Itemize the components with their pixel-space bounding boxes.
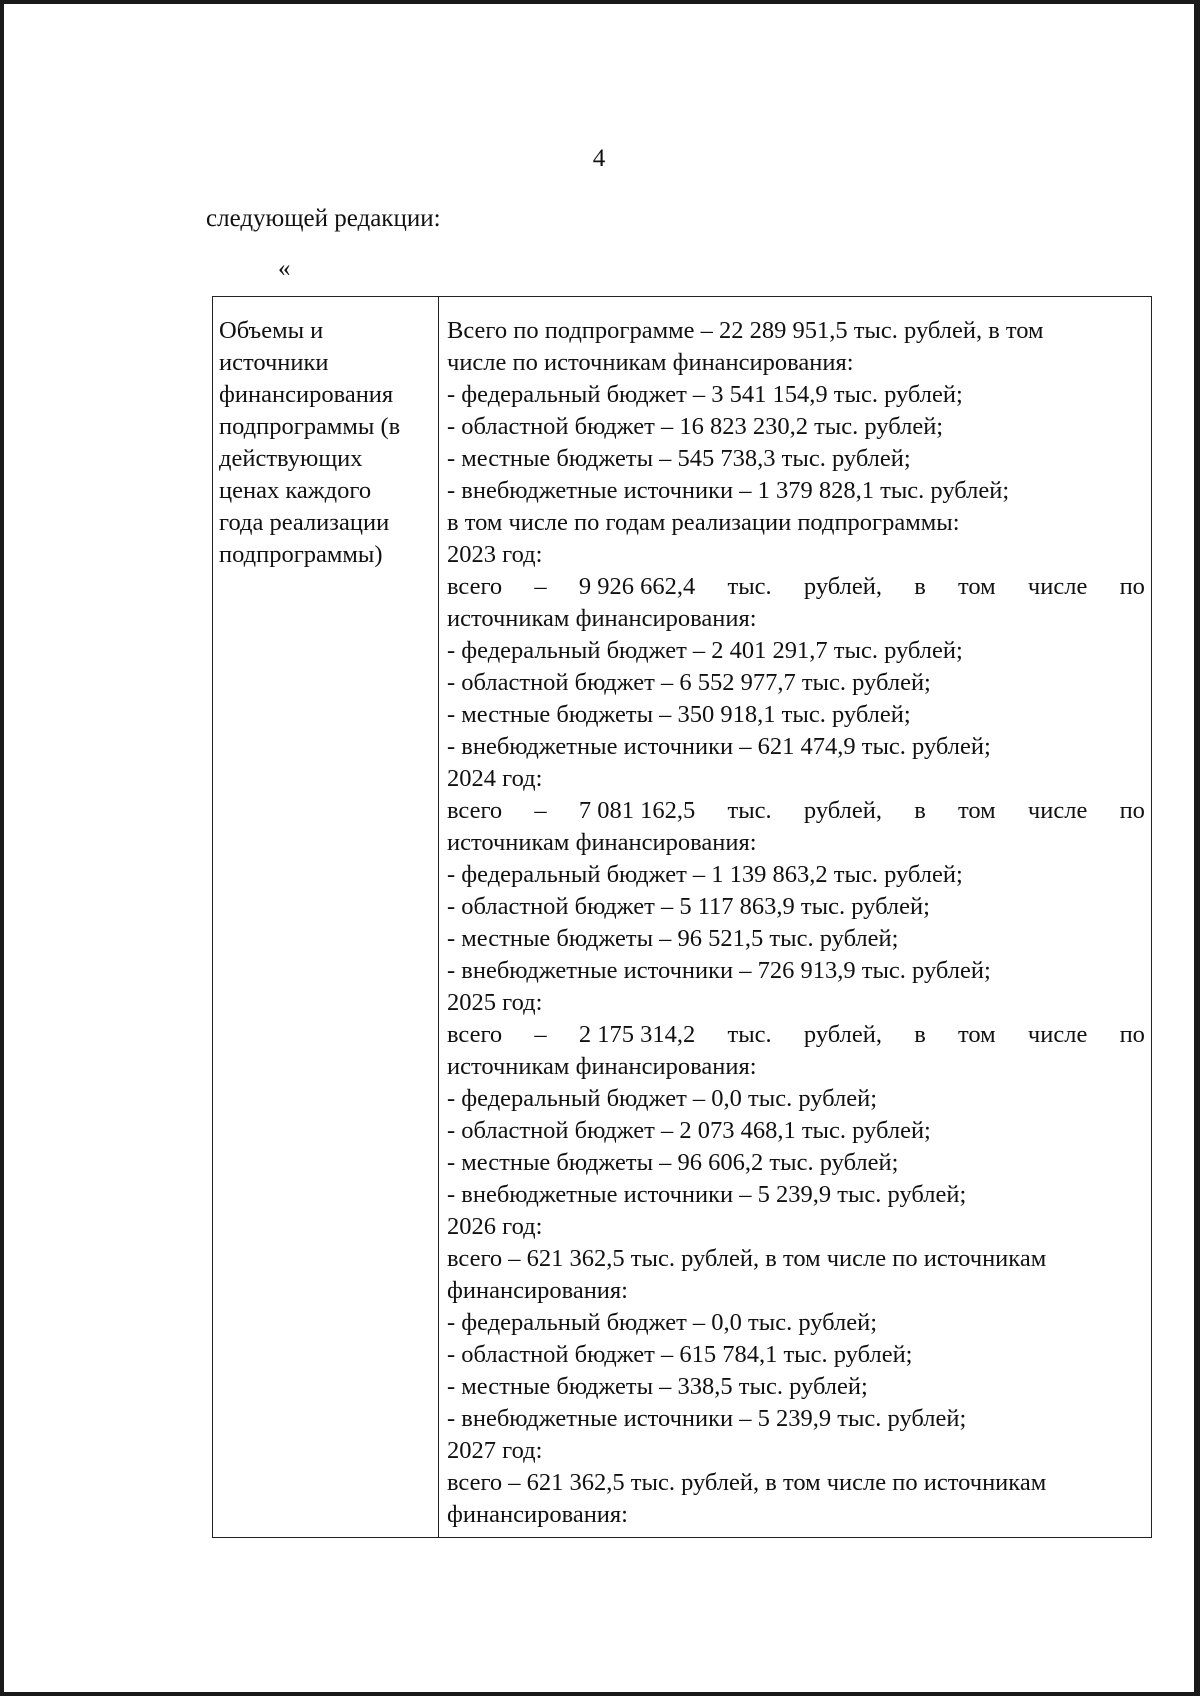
document-page [4, 4, 1194, 1692]
budget-line: - федеральный бюджет – 2 401 291,7 тыс. рублей; [447, 637, 963, 664]
total-word: – [534, 573, 547, 600]
total-word: в [914, 573, 926, 600]
year-heading: 2023 год: [447, 541, 543, 568]
total-word: 2 175 314,2 [578, 1021, 696, 1048]
total-word: числе [1027, 1021, 1088, 1048]
label-line: источники [219, 349, 329, 376]
total-word: в [914, 1021, 926, 1048]
total-word: – [534, 797, 547, 824]
budget-line: - внебюджетные источники – 5 239,9 тыс. рублей; [447, 1181, 967, 1208]
total-word: числе [1027, 573, 1088, 600]
budget-line: - внебюджетные источники – 726 913,9 тыс. рублей; [447, 957, 991, 984]
total-word: – [534, 1021, 547, 1048]
financing-table [212, 296, 1152, 1538]
budget-line: - внебюджетные источники – 621 474,9 тыс. рублей; [447, 733, 991, 760]
total-word: всего [447, 1021, 503, 1048]
total-word: тыс. [727, 573, 772, 600]
open-quote: « [278, 255, 291, 282]
budget-line: - федеральный бюджет – 0,0 тыс. рублей; [447, 1309, 878, 1336]
total-word: всего [447, 573, 503, 600]
label-line: Объемы и [219, 317, 324, 344]
total-word: рублей, [803, 573, 882, 600]
total-word: 9 926 662,4 [578, 573, 696, 600]
total-word: всего [447, 797, 503, 824]
summary-line: Всего по подпрограмме – 22 289 951,5 тыс. рублей, в том [447, 317, 1044, 344]
label-line: подпрограммы) [219, 541, 383, 568]
budget-line: - федеральный бюджет – 1 139 863,2 тыс. рублей; [447, 861, 963, 888]
year-total-line [447, 571, 1145, 603]
year-total-continuation: источникам финансирования: [447, 1053, 757, 1080]
intro-text: следующей редакции: [206, 205, 441, 232]
label-line: ценах каждого [219, 477, 372, 504]
label-line: года реализации [219, 509, 390, 536]
year-total-line: всего – 621 362,5 тыс. рублей, в том числе по источникам [447, 1469, 1047, 1496]
budget-line: - местные бюджеты – 338,5 тыс. рублей; [447, 1373, 868, 1400]
summary-line: - внебюджетные источники – 1 379 828,1 тыс. рублей; [447, 477, 1010, 504]
total-word: рублей, [803, 1021, 882, 1048]
total-word: в [914, 797, 926, 824]
summary-line: - областной бюджет – 16 823 230,2 тыс. рублей; [447, 413, 944, 440]
label-line: финансирования [219, 381, 394, 408]
budget-line: - местные бюджеты – 96 606,2 тыс. рублей; [447, 1149, 899, 1176]
total-word: том [958, 573, 996, 600]
label-line: подпрограммы (в [219, 413, 401, 440]
summary-line: - федеральный бюджет – 3 541 154,9 тыс. рублей; [447, 381, 963, 408]
budget-line: - областной бюджет – 5 117 863,9 тыс. рублей; [447, 893, 930, 920]
label-line: действующих [219, 445, 363, 472]
year-heading: 2025 год: [447, 989, 543, 1016]
year-total-continuation: источникам финансирования: [447, 605, 757, 632]
budget-line: - областной бюджет – 2 073 468,1 тыс. рублей; [447, 1117, 931, 1144]
total-word: рублей, [803, 797, 882, 824]
total-word: том [958, 797, 996, 824]
total-word: тыс. [727, 1021, 772, 1048]
table-label-cell [213, 297, 439, 1537]
year-total-line [447, 795, 1145, 827]
total-word: по [1119, 573, 1145, 600]
table-content-cell [439, 297, 1151, 1537]
year-total-continuation: финансирования: [447, 1277, 628, 1304]
budget-line: - местные бюджеты – 96 521,5 тыс. рублей; [447, 925, 899, 952]
year-total-line: всего – 621 362,5 тыс. рублей, в том числе по источникам [447, 1245, 1047, 1272]
summary-line: числе по источникам финансирования: [447, 349, 854, 376]
budget-line: - местные бюджеты – 350 918,1 тыс. рублей; [447, 701, 911, 728]
total-word: том [958, 1021, 996, 1048]
budget-line: - областной бюджет – 615 784,1 тыс. рублей; [447, 1341, 913, 1368]
year-total-line [447, 1019, 1145, 1051]
total-word: числе [1027, 797, 1088, 824]
budget-line: - областной бюджет – 6 552 977,7 тыс. рублей; [447, 669, 931, 696]
budget-line: - федеральный бюджет – 0,0 тыс. рублей; [447, 1085, 878, 1112]
total-word: 7 081 162,5 [578, 797, 696, 824]
budget-line: - внебюджетные источники – 5 239,9 тыс. рублей; [447, 1405, 967, 1432]
total-word: по [1119, 797, 1145, 824]
year-heading: 2024 год: [447, 765, 543, 792]
year-heading: 2026 год: [447, 1213, 543, 1240]
page-number: 4 [592, 145, 606, 172]
total-word: по [1119, 1021, 1145, 1048]
year-total-continuation: источникам финансирования: [447, 829, 757, 856]
year-heading: 2027 год: [447, 1437, 543, 1464]
summary-line: - местные бюджеты – 545 738,3 тыс. рублей; [447, 445, 911, 472]
summary-line: в том числе по годам реализации подпрограммы: [447, 509, 960, 536]
year-total-continuation: финансирования: [447, 1501, 628, 1528]
total-word: тыс. [727, 797, 772, 824]
